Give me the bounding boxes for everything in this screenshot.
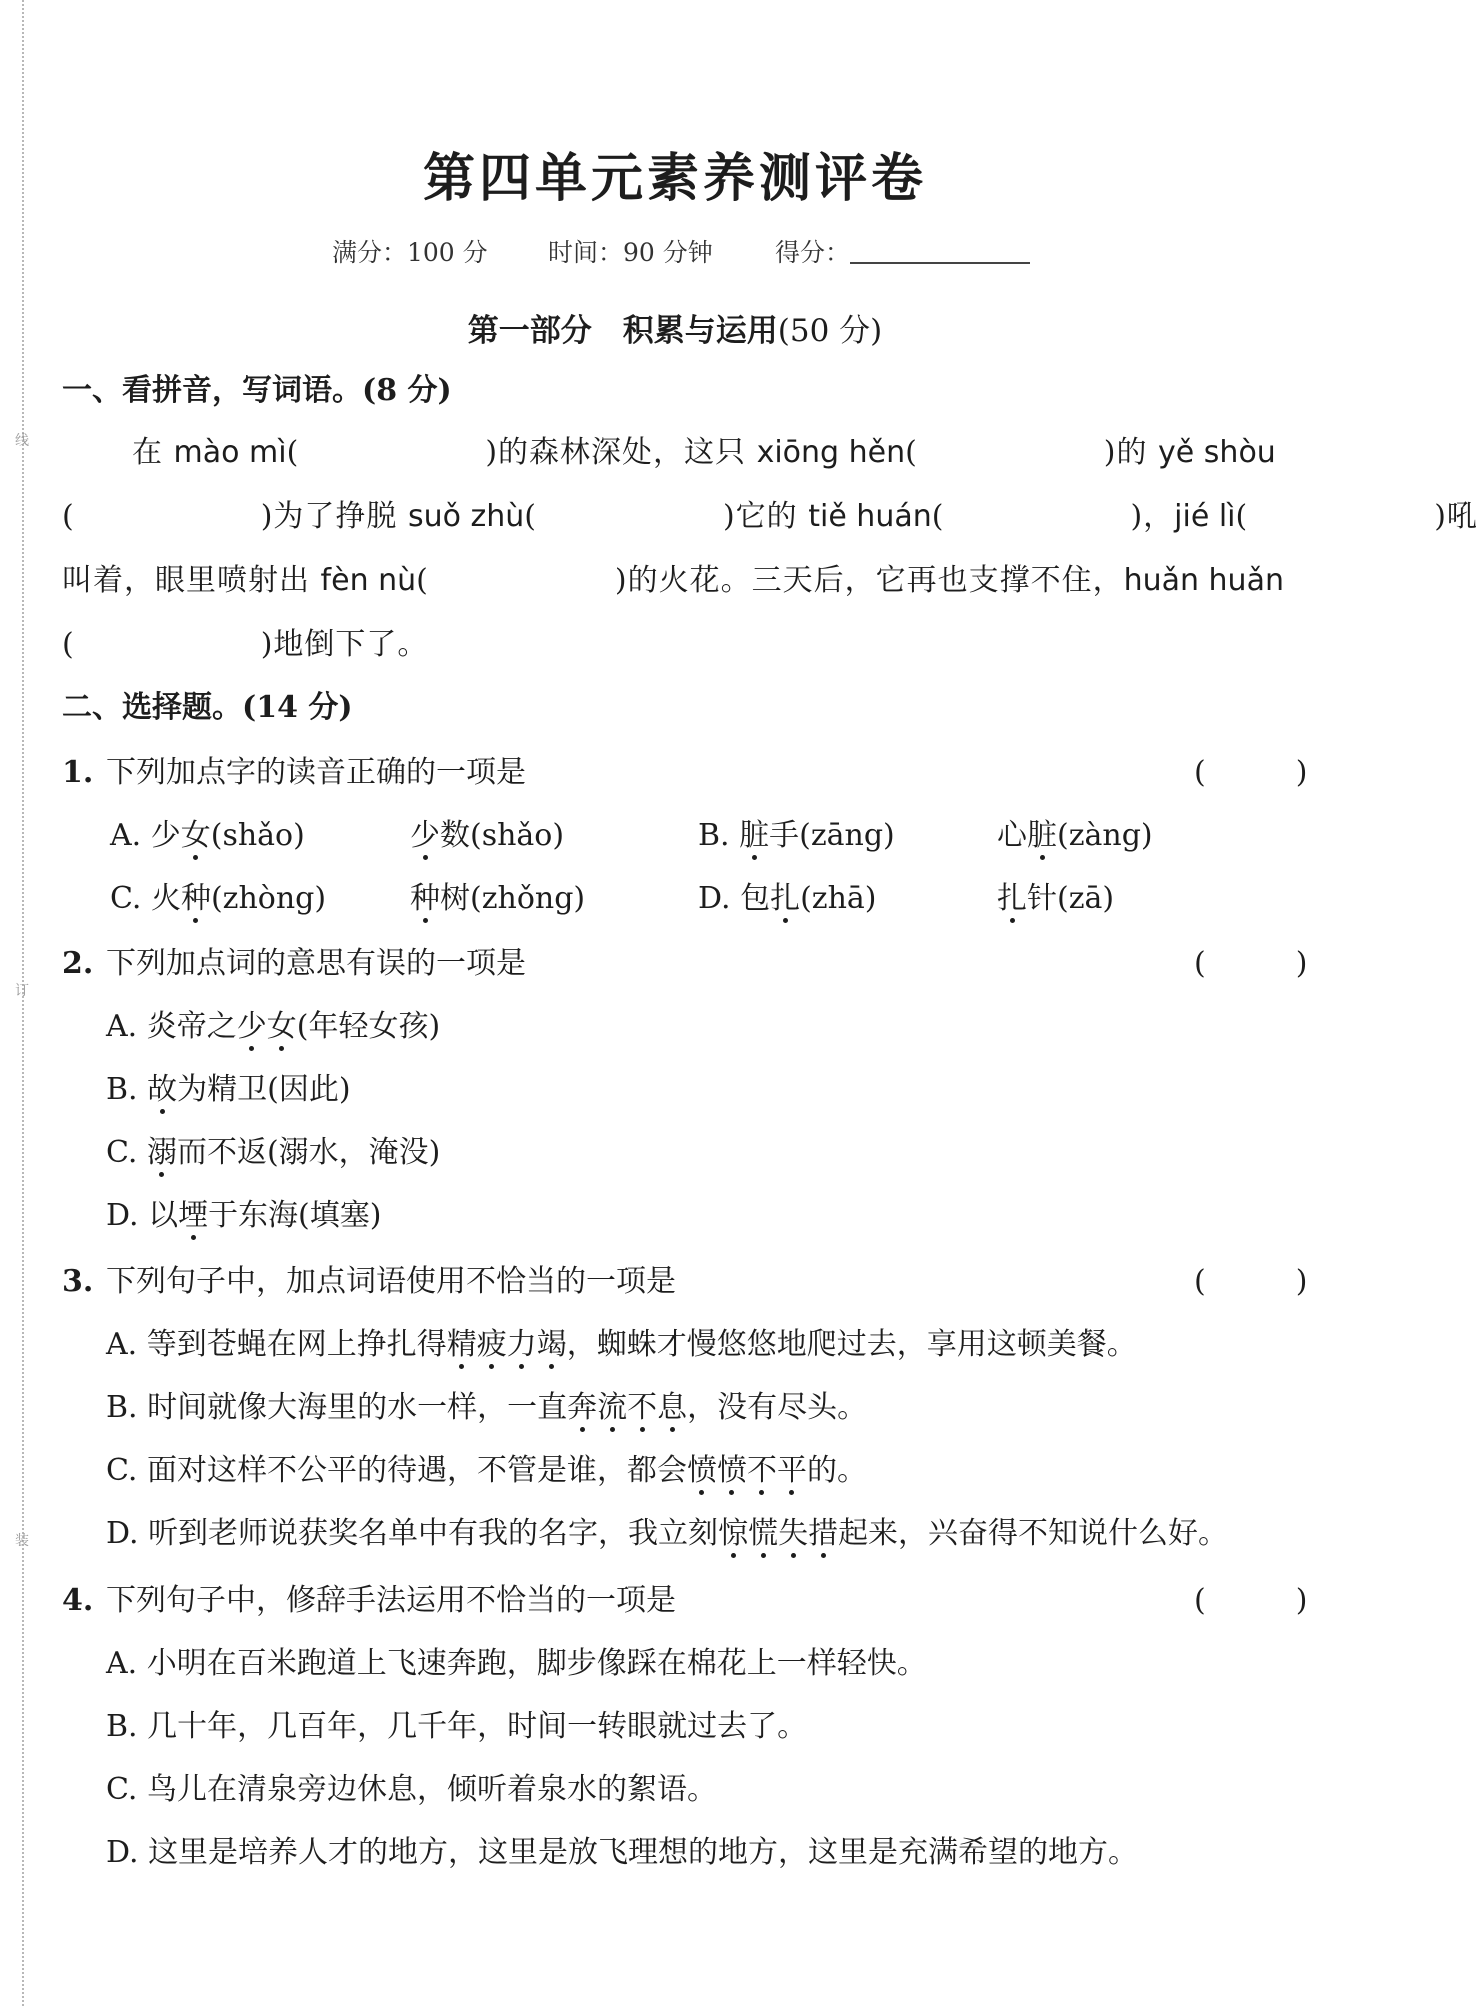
option-label: C. [110, 881, 151, 916]
dotted-char: 流 [597, 1382, 627, 1426]
option-text: 包 [740, 881, 771, 916]
option-text: 为精卫(因此) [177, 1072, 351, 1107]
answer-bracket[interactable]: ( ) [1194, 1264, 1308, 1299]
option-text: 小明在百米跑道上飞速奔跑，脚步像踩在棉花上一样轻快。 [146, 1646, 927, 1681]
answer-option[interactable] [106, 1001, 440, 1045]
option-label: A. [106, 1646, 147, 1681]
option-text: (年轻女孩) [296, 1009, 441, 1044]
pinyin-line [62, 555, 1302, 599]
option-text: 时间就像大海里的水一样，一直 [147, 1390, 568, 1425]
line-text: 在 [132, 435, 174, 470]
answer-option[interactable] [106, 1827, 1138, 1871]
answer-bracket[interactable]: ( ) [1194, 755, 1308, 790]
option-label: D. [698, 881, 741, 916]
dotted-char: 女 [267, 1001, 297, 1045]
dotted-char: 愤 [717, 1445, 747, 1489]
answer-option[interactable] [106, 1319, 1137, 1363]
line-text: ( )吼 [1235, 499, 1478, 534]
pinyin-word: mào mì [173, 435, 287, 470]
answer-option[interactable] [106, 1064, 351, 1108]
answer-option[interactable] [997, 873, 1114, 917]
question-stem [62, 1575, 676, 1619]
question-stem [62, 747, 526, 791]
dotted-char: 措 [808, 1508, 838, 1552]
option-text: (shǎo) [210, 818, 305, 853]
dotted-char: 竭 [537, 1319, 567, 1363]
option-text: 手(zāng) [769, 818, 895, 853]
option-label: A. [110, 818, 151, 853]
dotted-char: 愤 [687, 1445, 717, 1489]
option-text: (zhā) [800, 881, 877, 916]
pinyin-word: xiōng hěn [756, 435, 906, 470]
option-text: 听到老师说获奖名单中有我的名字，我立刻 [148, 1516, 719, 1551]
answer-option[interactable] [106, 1764, 717, 1808]
line-text: ( )为了挣脱 [62, 499, 408, 534]
answer-option[interactable] [410, 873, 585, 917]
binding-fold-line [22, 0, 24, 2006]
answer-option[interactable] [110, 810, 305, 854]
option-label: B. [106, 1390, 148, 1425]
pinyin-word: tiě huán [808, 499, 932, 534]
dotted-char: 少 [410, 810, 440, 854]
option-label: D. [106, 1835, 149, 1870]
part-name: 第一部分 积累与运用 [467, 313, 778, 349]
fold-mark: 装 [15, 1533, 29, 1549]
option-label: B. [106, 1709, 148, 1744]
dotted-char: 女 [181, 810, 211, 854]
line-text: ( )地倒下了。 [62, 627, 429, 662]
dotted-char: 力 [507, 1319, 537, 1363]
option-text: 火 [150, 881, 181, 916]
option-label: D. [106, 1516, 149, 1551]
time-limit: 时间：90 分钟 [548, 238, 713, 267]
dotted-char: 种 [181, 873, 211, 917]
question-text: 下列加点词的意思有误的一项是 [106, 946, 526, 981]
pinyin-line [132, 427, 1372, 471]
pinyin-word: jié lì [1174, 499, 1236, 534]
option-text: 于东海(填塞) [208, 1198, 382, 1233]
option-label: C. [106, 1772, 147, 1807]
answer-bracket[interactable]: ( ) [1194, 1583, 1308, 1618]
dotted-char: 奔 [567, 1382, 597, 1426]
option-text: 等到苍蝇在网上挣扎得 [146, 1327, 447, 1362]
dotted-char: 脏 [1027, 810, 1057, 854]
option-text: 心 [997, 818, 1027, 853]
answer-option[interactable] [106, 1382, 867, 1426]
option-label: B. [698, 818, 740, 853]
option-text: ，蜘蛛才慢悠悠地爬过去，享用这顿美餐。 [566, 1327, 1137, 1362]
fold-mark: 线 [15, 433, 29, 449]
section-1-title: 一、看拼音，写词语。(8 分) [62, 373, 452, 408]
line-text: ( )， [931, 499, 1175, 534]
option-text: 鸟儿在清泉旁边休息，倾听着泉水的絮语。 [146, 1772, 717, 1807]
option-text: 炎帝之 [146, 1009, 237, 1044]
dotted-char: 疲 [477, 1319, 507, 1363]
question-number: 3. [62, 1264, 94, 1299]
pinyin-line [62, 619, 1302, 663]
answer-option[interactable] [106, 1638, 927, 1682]
option-text: 针(zā) [1027, 881, 1115, 916]
option-text: 而不返(溺水，淹没) [176, 1135, 441, 1170]
dotted-char: 平 [777, 1445, 807, 1489]
dotted-char: 扎 [770, 873, 800, 917]
option-text: 数(shǎo) [440, 818, 565, 853]
dotted-char: 少 [237, 1001, 267, 1045]
question-stem [62, 938, 526, 982]
question-number: 1. [62, 755, 94, 790]
dotted-char: 慌 [748, 1508, 778, 1552]
option-text: 以 [148, 1198, 179, 1233]
answer-option[interactable] [997, 810, 1153, 854]
option-text: 面对这样不公平的待遇，不管是谁，都会 [146, 1453, 687, 1488]
option-text: 这里是培养人才的地方，这里是放飞理想的地方，这里是充满希望的地方。 [148, 1835, 1139, 1870]
answer-option[interactable] [106, 1445, 867, 1489]
question-text: 下列加点字的读音正确的一项是 [106, 755, 526, 790]
pinyin-word: suǒ zhù [407, 499, 525, 534]
dotted-char: 溺 [147, 1127, 177, 1171]
part-points: (50 分) [777, 313, 883, 349]
question-number: 2. [62, 946, 94, 981]
line-text: ( )的火花。三天后，它再也支撑不住， [416, 563, 1124, 598]
score-blank[interactable] [850, 262, 1030, 264]
dotted-char: 精 [447, 1319, 477, 1363]
answer-bracket[interactable]: ( ) [1194, 946, 1308, 981]
fold-mark: 订 [15, 983, 29, 999]
option-label: C. [106, 1453, 147, 1488]
option-text: (zàng) [1057, 818, 1153, 853]
pinyin-word: yě shòu [1158, 435, 1276, 470]
dotted-char: 故 [147, 1064, 177, 1108]
option-text: 起来，兴奋得不知说什么好。 [838, 1516, 1229, 1551]
option-text: 少 [150, 818, 181, 853]
option-label: A. [106, 1327, 147, 1362]
option-text: 几十年，几百年，几千年，时间一转眼就过去了。 [147, 1709, 808, 1744]
option-label: C. [106, 1135, 147, 1170]
full-score: 满分：100 分 [332, 238, 488, 267]
section-2-title: 二、选择题。(14 分) [62, 690, 353, 725]
option-label: A. [106, 1009, 147, 1044]
pinyin-word: fèn nù [320, 563, 417, 598]
answer-option[interactable] [106, 1127, 440, 1171]
answer-option[interactable] [106, 1190, 381, 1234]
line-text: ( )它的 [524, 499, 809, 534]
answer-option[interactable] [698, 873, 876, 917]
question-text: 下列句子中，加点词语使用不恰当的一项是 [106, 1264, 676, 1299]
option-label: B. [106, 1072, 148, 1107]
dotted-char: 脏 [739, 810, 769, 854]
exam-title: 第四单元素养测评卷 [422, 149, 927, 209]
dotted-char: 堙 [178, 1190, 208, 1234]
option-label: D. [106, 1198, 149, 1233]
option-text: ，没有尽头。 [687, 1390, 868, 1425]
line-text: ( )的 [905, 435, 1159, 470]
answer-option[interactable] [698, 810, 895, 854]
pinyin-line [62, 491, 1478, 535]
line-text: ( )的森林深处，这只 [286, 435, 757, 470]
part-heading [0, 305, 1350, 350]
question-number: 4. [62, 1583, 94, 1618]
answer-option[interactable] [106, 1701, 807, 1745]
dotted-char: 不 [747, 1445, 777, 1489]
option-text: 的。 [806, 1453, 867, 1488]
dotted-char: 不 [627, 1382, 657, 1426]
option-text: 树(zhǒng) [440, 881, 586, 916]
option-text: (zhòng) [210, 881, 327, 916]
score-label: 得分： [775, 238, 851, 267]
question-stem [62, 1256, 676, 1300]
answer-option[interactable] [410, 810, 564, 854]
line-text: 叫着，眼里喷射出 [62, 563, 321, 598]
dotted-char: 扎 [997, 873, 1027, 917]
answer-option[interactable] [106, 1508, 1228, 1552]
answer-option[interactable] [110, 873, 326, 917]
pinyin-word: huǎn huǎn [1123, 563, 1284, 598]
dotted-char: 息 [657, 1382, 687, 1426]
question-text: 下列句子中，修辞手法运用不恰当的一项是 [106, 1583, 676, 1618]
dotted-char: 失 [778, 1508, 808, 1552]
dotted-char: 种 [410, 873, 440, 917]
dotted-char: 惊 [718, 1508, 748, 1552]
